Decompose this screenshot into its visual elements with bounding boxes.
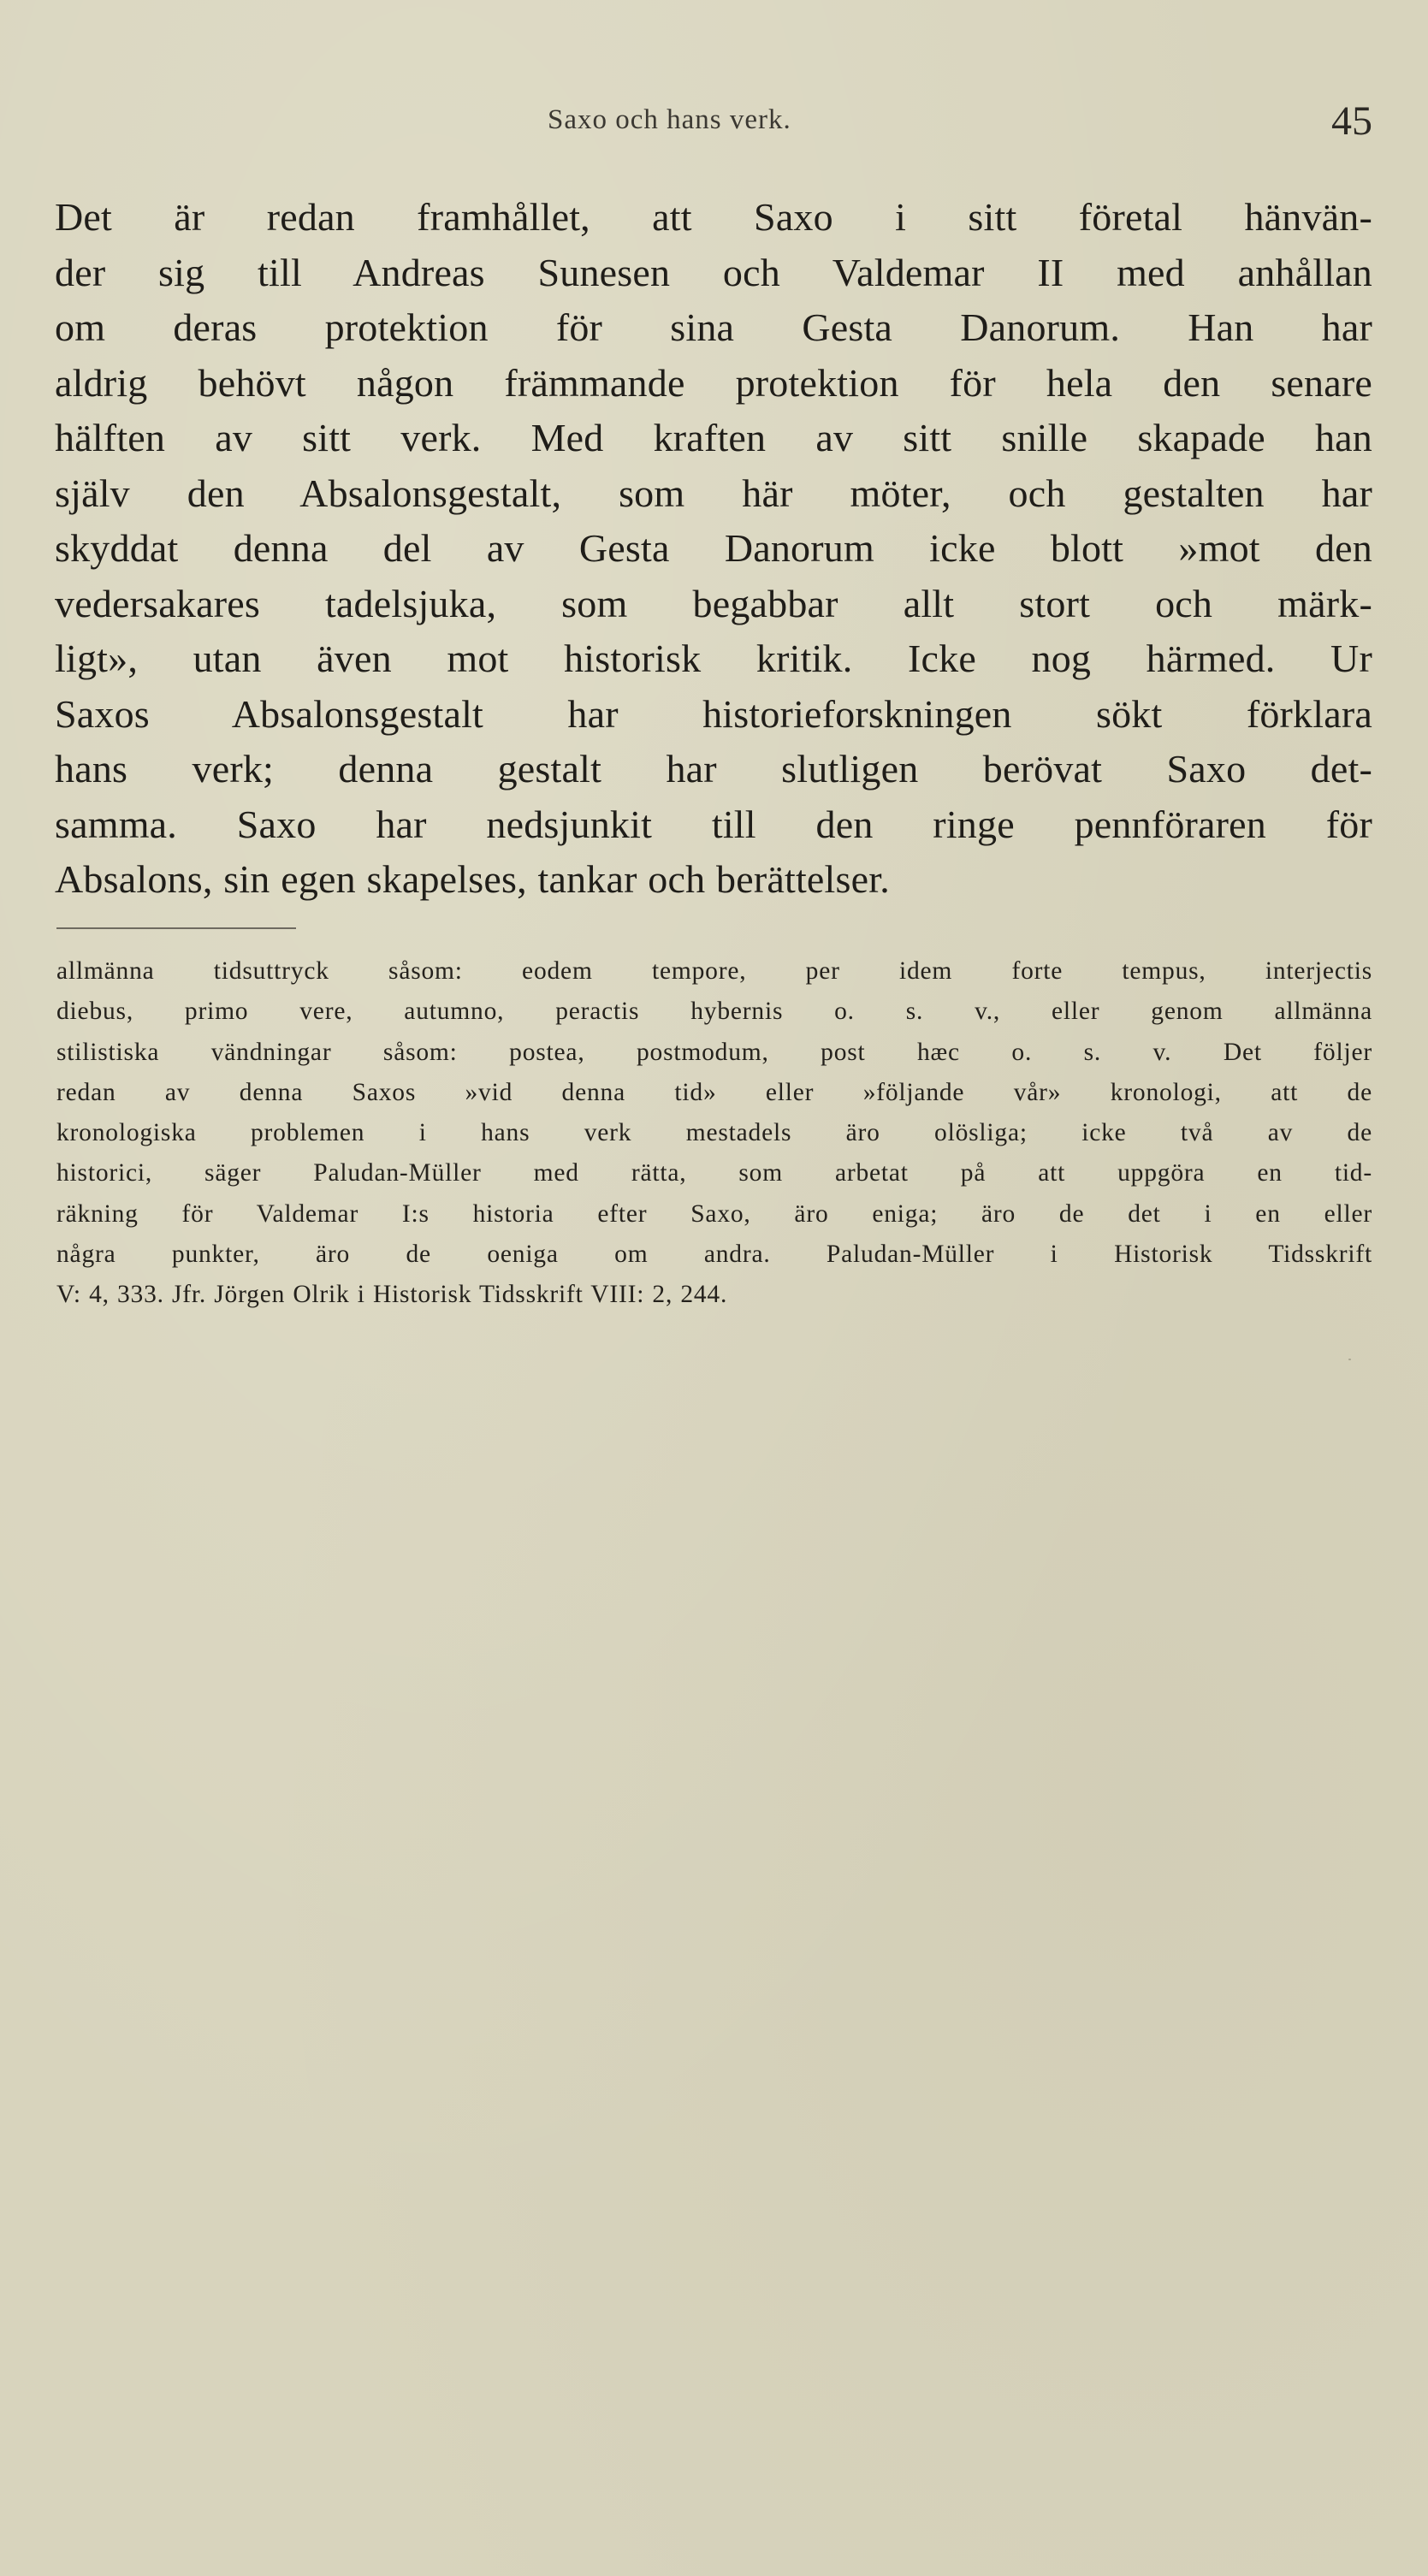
text-line: samma. Saxo har nedsjunkit till den ringe pennföraren för	[55, 802, 1372, 846]
text-line: Absalons, sin egen skapelses, tankar och berättelser.	[55, 857, 890, 901]
footnote-line: räkning för Valdemar I:s historia efter Saxo, äro eniga; äro de det i en eller	[56, 1199, 1372, 1228]
footnote-line: några punkter, äro de oeniga om andra. Paludan-Müller i Historisk Tidsskrift	[56, 1241, 1372, 1269]
footnote	[56, 951, 1372, 1316]
footnote-separator	[56, 927, 296, 929]
footnote-line: historici, säger Paludan-Müller med rätta, som arbetat på att uppgöra en tid-	[56, 1159, 1372, 1187]
text-line: der sig till Andreas Sunesen och Valdemar II med anhållan	[55, 250, 1372, 294]
text-line: Det är redan framhållet, att Saxo i sitt företal hänvän-	[55, 195, 1372, 239]
text-line: skyddat denna del av Gesta Danorum icke blott »mot den	[55, 526, 1372, 570]
text-line: aldrig behövt någon främmande protektion för hela den senare	[55, 360, 1372, 405]
text-line: själv den Absalonsgestalt, som här möter, och gestalten har	[55, 471, 1372, 515]
text-line: vedersakares tadelsjuka, som begabbar allt stort och märk-	[55, 581, 1372, 625]
running-title: Saxo och hans verk.	[548, 104, 791, 135]
text-line: Saxos Absalonsgestalt har historieforskningen sökt förklara	[55, 691, 1372, 736]
footnote-line: diebus, primo vere, autumno, peractis hybernis o. s. v., eller genom allmänna	[56, 998, 1372, 1026]
page-number: 45	[1331, 98, 1372, 144]
running-head	[0, 98, 1428, 149]
text-line: hans verk; denna gestalt har slutligen berövat Saxo det-	[55, 747, 1372, 791]
main-paragraph	[55, 190, 1372, 908]
footnote-line: redan av denna Saxos »vid denna tid» eller »följande vår» kronologi, att de	[56, 1078, 1372, 1106]
footnote-line: kronologiska problemen i hans verk mestadels äro olösliga; icke två av de	[56, 1119, 1372, 1147]
footnote-line: stilistiska vändningar såsom: postea, postmodum, post hæc o. s. v. Det följer	[56, 1038, 1372, 1066]
footnote-line: V: 4, 333. Jfr. Jörgen Olrik i Historisk Tidsskrift VIII: 2, 244.	[56, 1281, 728, 1309]
text-line: hälften av sitt verk. Med kraften av sitt snille skapade han	[55, 416, 1372, 459]
paper-speck	[1348, 1359, 1351, 1360]
text-line: ligt», utan även mot historisk kritik. Icke nog härmed. Ur	[55, 637, 1372, 680]
text-line: om deras protektion för sina Gesta Danorum. Han har	[55, 305, 1372, 349]
footnote-line: allmänna tidsuttryck såsom: eodem tempore, per idem forte tempus, interjectis	[56, 957, 1372, 985]
